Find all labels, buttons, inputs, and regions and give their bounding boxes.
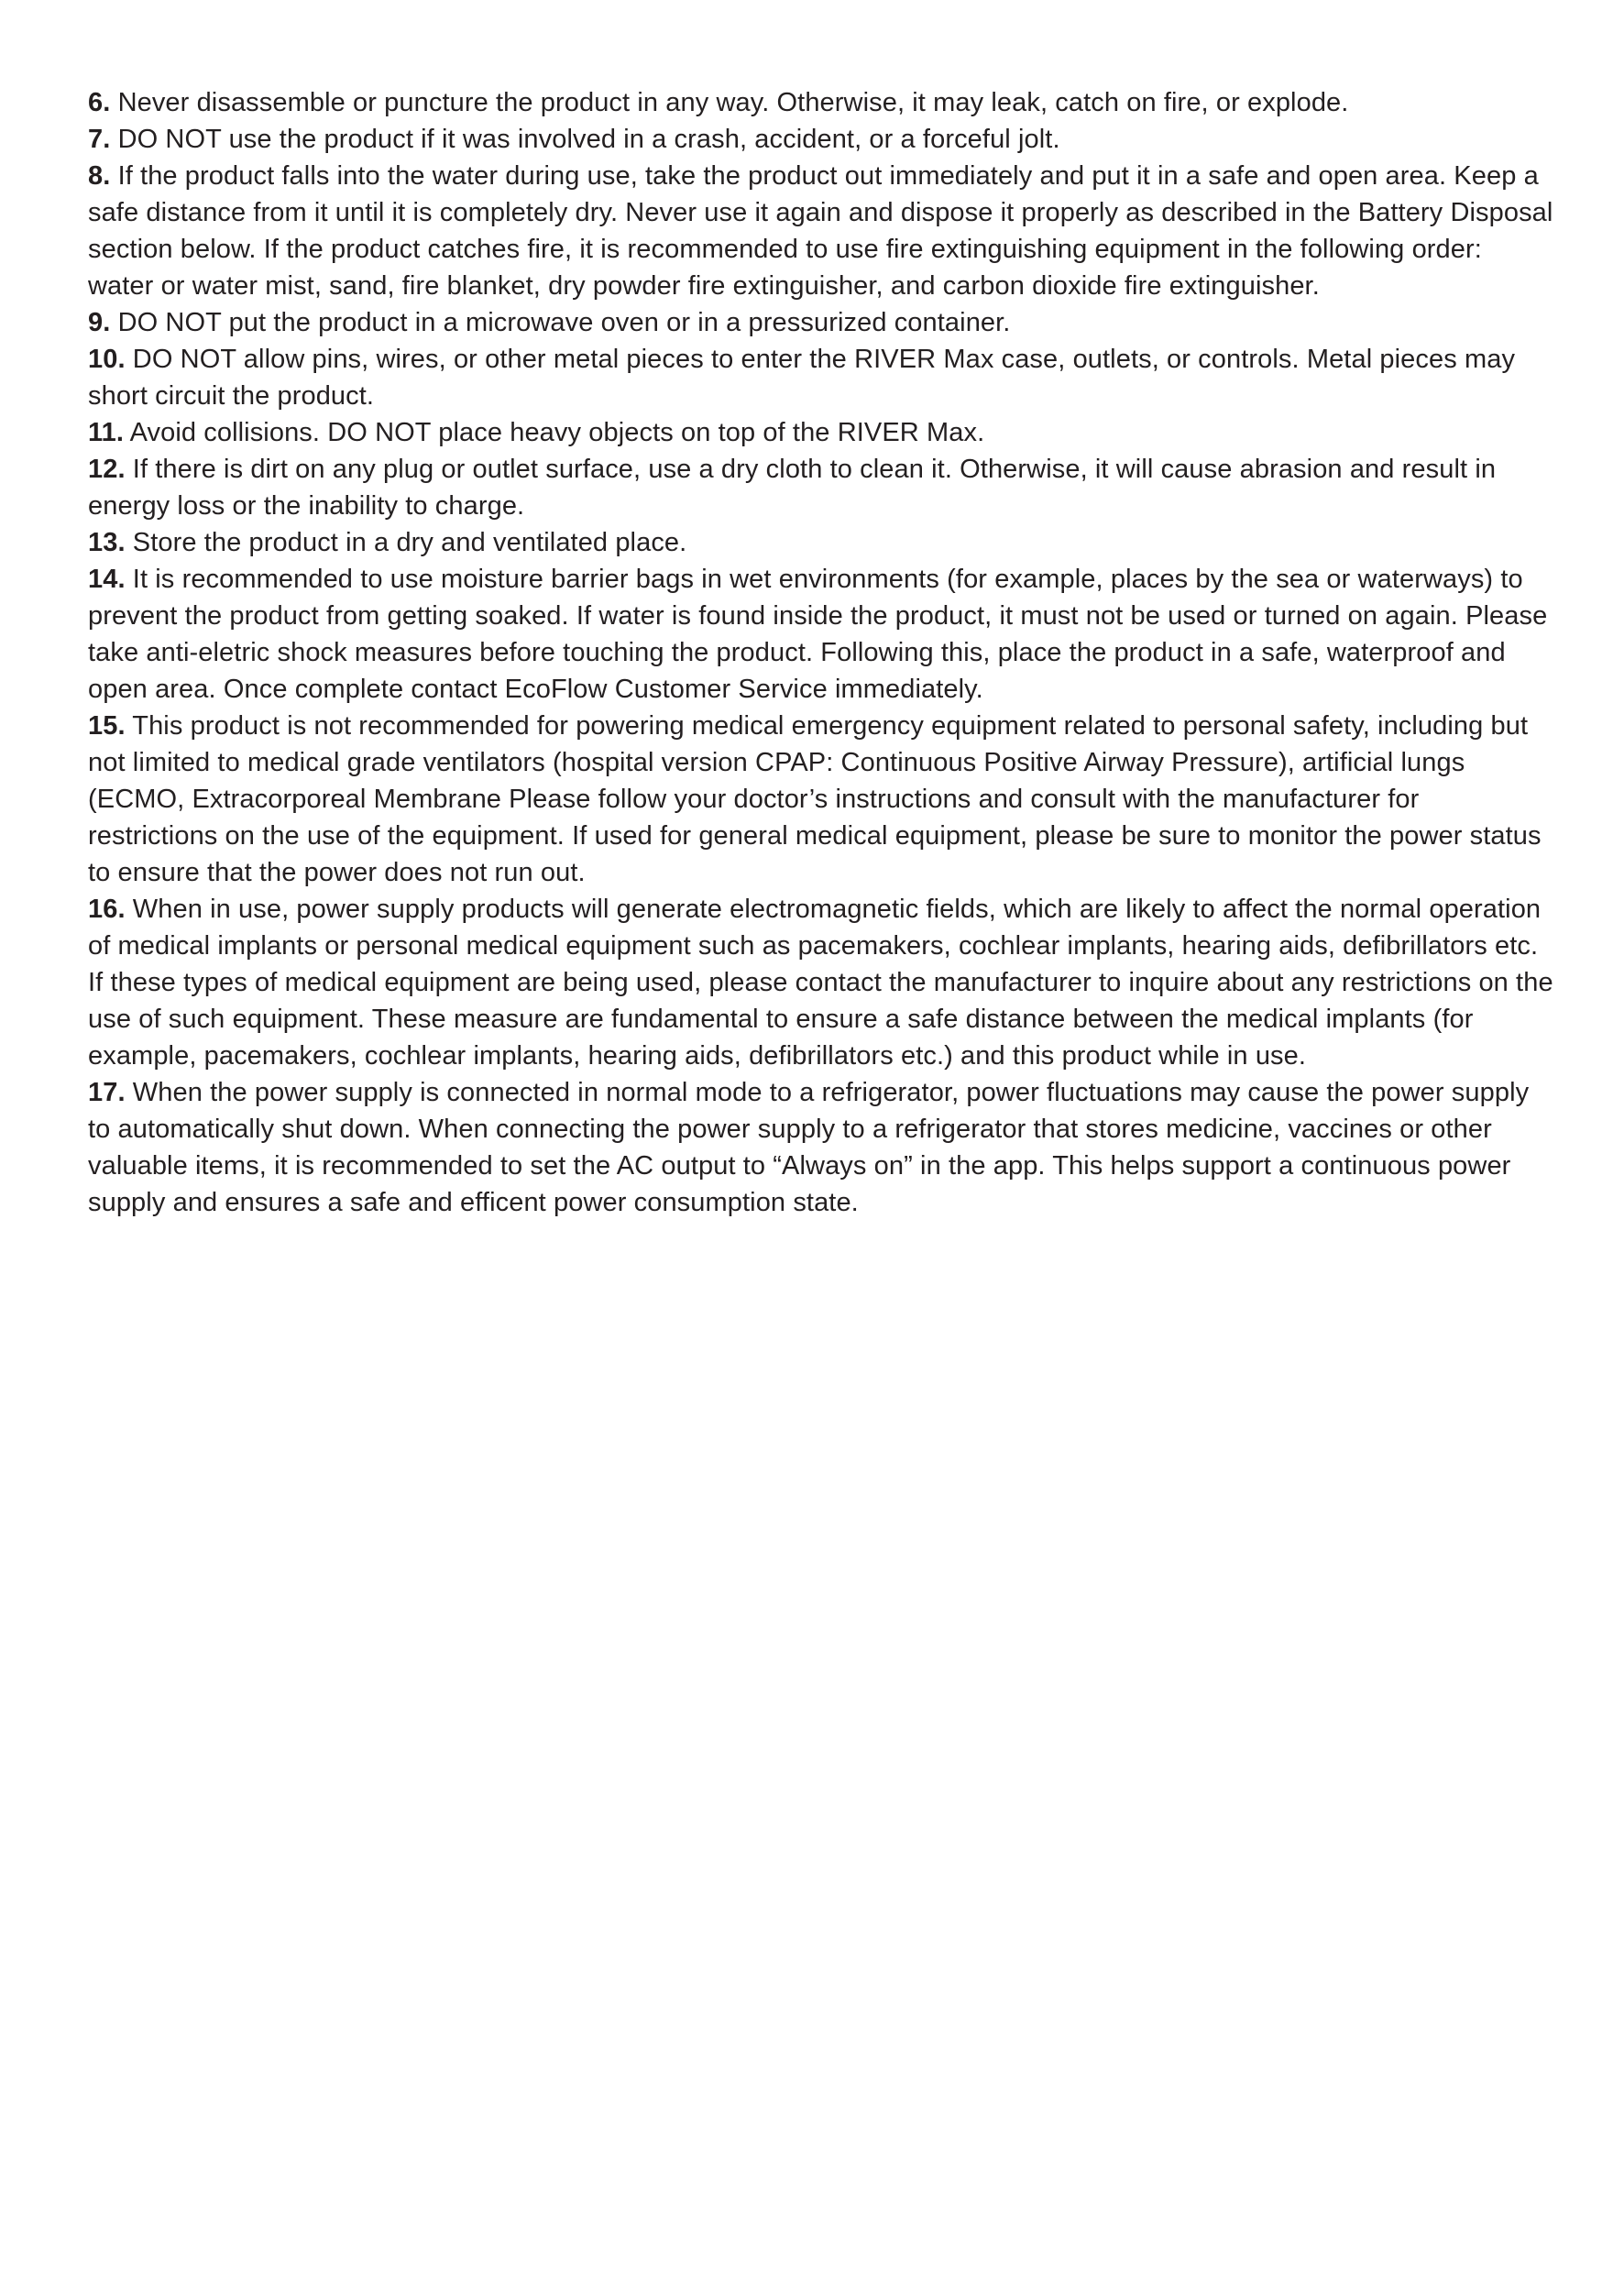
- item-number: 17.: [88, 1078, 126, 1107]
- safety-item: [88, 1074, 1554, 1221]
- item-text: It is recommended to use moisture barrier bags in wet environments (for example, places by the sea or waterways) to prevent the product from getting soaked. If water is found inside the product, it must not be used or turned on again. Please take anti-eletric shock measures before touching the product. Following this, place the product in a safe, waterproof and open area. Once complete contact EcoFlow Customer Service immediately.: [88, 565, 1548, 704]
- item-text: Never disassemble or puncture the product in any way. Otherwise, it may leak, catch on fire, or explode.: [117, 88, 1349, 117]
- item-number: 10.: [88, 345, 126, 374]
- item-number: 13.: [88, 528, 126, 557]
- safety-item: [88, 451, 1554, 524]
- safety-item: [88, 891, 1554, 1074]
- safety-item: [88, 84, 1554, 121]
- item-text: DO NOT put the product in a microwave oven or in a pressurized container.: [117, 308, 1011, 337]
- item-text: Store the product in a dry and ventilated place.: [132, 528, 687, 557]
- item-number: 6.: [88, 88, 111, 117]
- item-number: 7.: [88, 125, 111, 154]
- item-number: 8.: [88, 161, 111, 191]
- safety-item: [88, 524, 1554, 561]
- item-number: 14.: [88, 565, 126, 594]
- item-text: DO NOT use the product if it was involved in a crash, accident, or a forceful jolt.: [117, 125, 1060, 154]
- item-text: This product is not recommended for powering medical emergency equipment related to personal safety, including but not limited to medical grade ventilators (hospital version CPAP: Continuous Positive Airway Pressure), artificial lungs (ECMO, Extracorporeal Membrane Please follow your doctor’s instructions and consult with the manufacturer for restrictions on the use of the equipment. If used for general medical equipment, please be sure to monitor the power status to ensure that the power does not run out.: [88, 711, 1542, 887]
- safety-item: [88, 341, 1554, 414]
- item-text: When in use, power supply products will generate electromagnetic fields, which are likely to affect the normal operation of medical implants or personal medical equipment such as pacemakers, cochlear implants, hearing aids, defibrillators etc. If these types of medical equipment are being used, please contact the manufacturer to inquire about any restrictions on the use of such equipment. These measure are fundamental to ensure a safe distance between the medical implants (for example, pacemakers, cochlear implants, hearing aids, defibrillators etc.) and this product while in use.: [88, 895, 1553, 1071]
- safety-item: [88, 561, 1554, 708]
- item-text: Avoid collisions. DO NOT place heavy objects on top of the RIVER Max.: [129, 418, 985, 447]
- item-text: If the product falls into the water during use, take the product out immediately and put it in a safe and open area. Keep a safe distance from it until it is completely dry. Never use it again and dispose it properly as described in the Battery Disposal section below. If the product catches fire, it is recommended to use fire extinguishing equipment in the following order: water or water mist, sand, fire blanket, dry powder fire extinguisher, and carbon dioxide fire extinguisher.: [88, 161, 1553, 301]
- item-text: DO NOT allow pins, wires, or other metal pieces to enter the RIVER Max case, outlets, or controls. Metal pieces may short circuit the product.: [88, 345, 1516, 411]
- item-number: 16.: [88, 895, 126, 924]
- item-number: 15.: [88, 711, 126, 741]
- safety-item: [88, 708, 1554, 891]
- safety-instructions-list: [88, 84, 1554, 1221]
- item-number: 12.: [88, 455, 126, 484]
- item-number: 9.: [88, 308, 111, 337]
- safety-item: [88, 414, 1554, 451]
- safety-item: [88, 158, 1554, 304]
- item-number: 11.: [88, 418, 125, 447]
- item-text: When the power supply is connected in normal mode to a refrigerator, power fluctuations may cause the power supply to automatically shut down. When connecting the power supply to a refrigerator that stores medicine, vaccines or other valuable items, it is recommended to set the AC output to “Always on” in the app. This helps support a continuous power supply and ensures a safe and efficent power consumption state.: [88, 1078, 1530, 1217]
- safety-item: [88, 121, 1554, 158]
- safety-item: [88, 304, 1554, 341]
- item-text: If there is dirt on any plug or outlet surface, use a dry cloth to clean it. Otherwise, it will cause abrasion and result in energy loss or the inability to charge.: [88, 455, 1497, 521]
